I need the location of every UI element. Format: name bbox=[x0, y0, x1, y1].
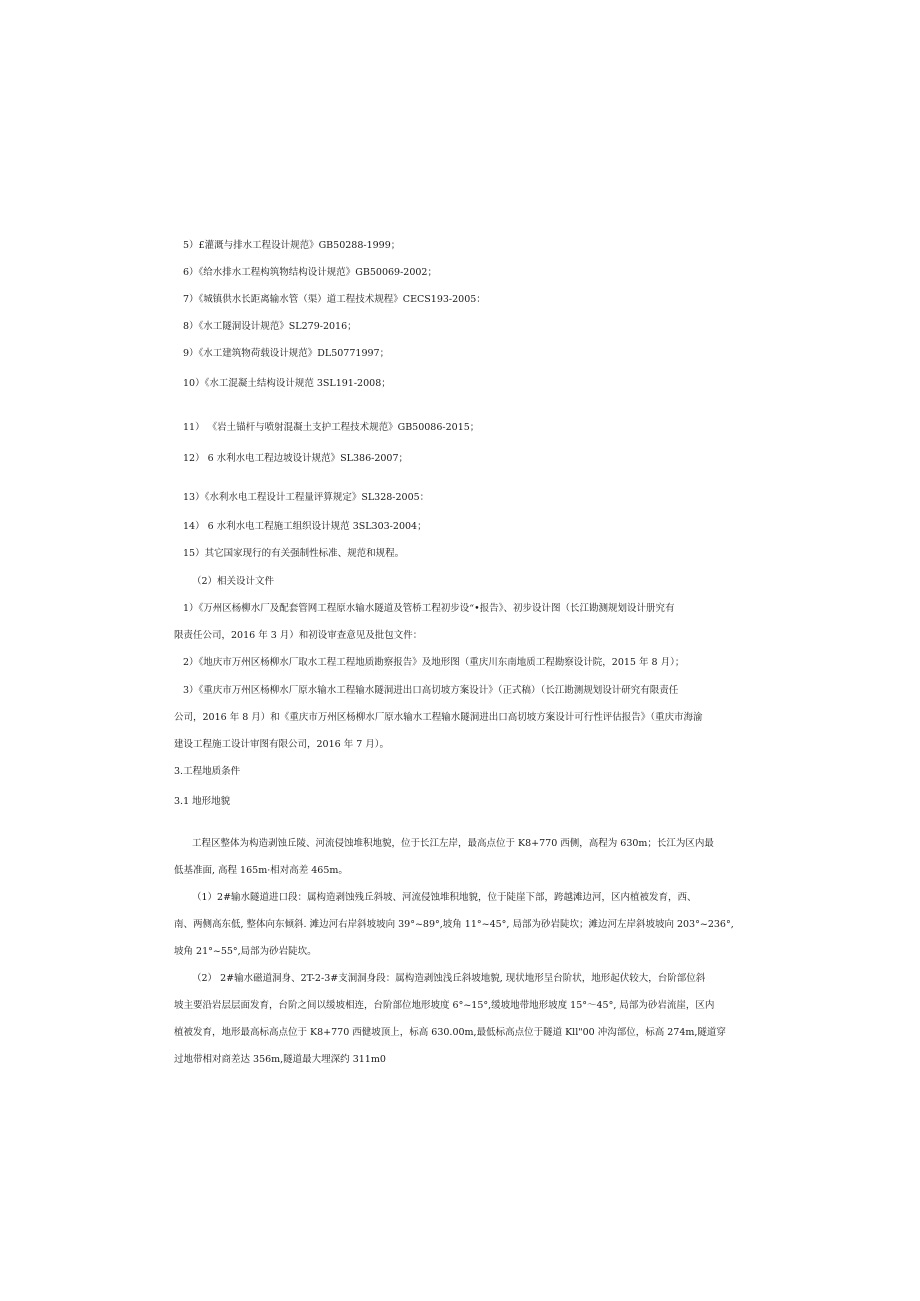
terrain-item-2-line-2: 坡主要沿岩层层面发育，台阶之间以缓坡相连，台阶部位地形坡度 6°~15°,缓坡地带地形坡度 15°～45°, 局部为砂岩流崖，区内 bbox=[174, 1000, 715, 1011]
section-3-heading: 3.工程地质条件 bbox=[174, 766, 241, 777]
section-3-1-heading: 3.1 地形地貌 bbox=[174, 796, 231, 807]
terrain-item-1-line-1: （1）2#输水隧道进口段：属构造剥蚀残丘斜坡、河流侵蚀堆积地貌，位于陡崖下部，跨越滩边河，区内植被发育，西、 bbox=[192, 892, 697, 903]
terrain-item-1-line-3: 坡角 21°~55°,局部为砂岩陡坎。 bbox=[174, 946, 317, 957]
standard-item-10: 10）《水工混凝土结构设计规范 3SL191-2008； bbox=[183, 378, 391, 389]
standard-item-11: 11） 《岩土锚杆与喷射混凝土支护工程技术规范》GB50086-2015； bbox=[183, 422, 480, 433]
design-doc-3-line-1: 3）《重庆市万州区杨柳水厂原水输水工程输水隧洞进出口高切坡方案设计》（正式稿）（长江勘测规划设计研究有限责任 bbox=[183, 685, 679, 696]
terrain-item-2-line-3: 植被发育，地形最高标高点位于 K8+770 西健坡顶上，标高 630.00m,最低标高点位于隧道 Kll"00 冲沟部位，标高 274m,隧道穿 bbox=[174, 1027, 726, 1038]
standard-item-12: 12） 6 水利水电工程边坡设计规范》SL386-2007； bbox=[183, 453, 409, 464]
terrain-intro-line-1: 工程区整体为构造剥蚀丘陵、河流侵蚀堆积地貌，位于长江左岸，最高点位于 K8+770 西侧，高程为 630m；长江为区内最 bbox=[192, 838, 714, 849]
design-doc-3-line-3: 建设工程施工设计审图有限公司，2016 年 7 月）。 bbox=[174, 739, 390, 750]
standard-item-14: 14） 6 水利水电工程施工组织设计规范 3SL303-2004； bbox=[183, 521, 427, 532]
design-doc-2: 2）《地庆市万州区杨柳水厂取水工程工程地质勘察报告》及地形图（重庆川东南地质工程勘察设计院，2015 年 8 月）； bbox=[183, 657, 685, 668]
design-doc-1-line-1: 1）《万州区杨柳水厂及配套管网工程原水输水隧道及管桥工程初步设“•报告》、初步设计图（长江勘测规划设计册究有 bbox=[183, 603, 675, 614]
section-2-heading: （2）相关设计文件 bbox=[192, 576, 275, 587]
terrain-item-2-line-4: 过地带相对商差达 356m,隧道最大埋深约 311m0 bbox=[174, 1054, 386, 1065]
standard-item-5: 5）£灌溉与排水工程设计规范》GB50288-1999； bbox=[183, 240, 401, 251]
standard-item-9: 9）《水工建筑物荷载设计规范》DL50771997； bbox=[183, 348, 390, 359]
design-doc-1-line-2: 限责任公司，2016 年 3 月）和初设审查意见及批包文件： bbox=[174, 630, 423, 641]
design-doc-3-line-2: 公司，2016 年 8 月）和《重庆市万州区杨柳水厂原水输水工程输水隧洞进出口高切坡方案设计可行性评估报告》（重庆市海渝 bbox=[174, 712, 703, 723]
standard-item-6: 6）《给水排水工程构筑物结构设计规范》GB50069-2002； bbox=[183, 267, 437, 278]
standard-item-15: 15）其它国家现行的有关强制性标准、规范和规程。 bbox=[183, 548, 405, 559]
terrain-intro-line-2: 低基准面, 高程 165m·相对高差 465m。 bbox=[174, 865, 348, 876]
standard-item-8: 8）《水工隧洞设计规范》SL279-2016； bbox=[183, 321, 357, 332]
standard-item-13: 13）《水利水电工程设计工程量评算规定》SL328-2005： bbox=[183, 492, 430, 503]
terrain-item-1-line-2: 南、两侧高东低, 整体向东倾斜. 滩边河右岸斜坡坡向 39°~89°,坡角 11°~45°, 局部为砂岩陡坎；滩边河左岸斜坡坡向 203°~236°, bbox=[174, 919, 734, 930]
terrain-item-2-line-1: （2） 2#输水磁道洞身、2T-2-3#支洞洞身段：属构造剥蚀浅丘斜坡地貌, 现状地形呈台阶状，地形起伏较大，台阶部位斜 bbox=[192, 973, 706, 984]
standard-item-7: 7）《城镇供水长距离输水管（渠）道工程技术规程》CECS193-2005： bbox=[183, 294, 486, 305]
